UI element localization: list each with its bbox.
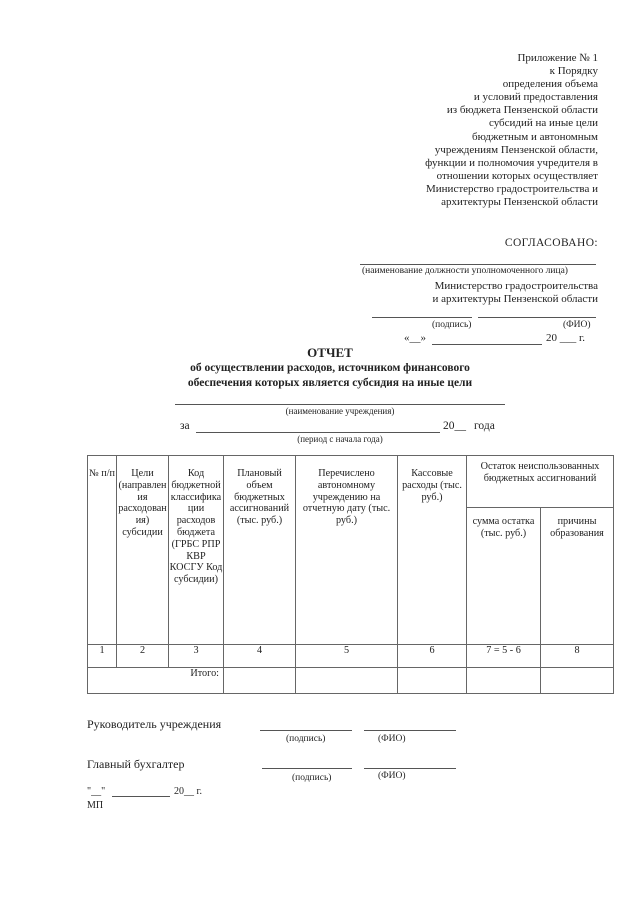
date-quote: "__" xyxy=(87,786,106,797)
approval-fio-caption: (ФИО) xyxy=(563,320,591,330)
period-year: 20__ xyxy=(443,420,466,432)
col-number: 7 = 5 - 6 xyxy=(467,645,541,668)
institution-caption: (наименование учреждения) xyxy=(285,406,395,416)
period-line xyxy=(196,432,440,433)
col-number: 8 xyxy=(541,645,614,668)
total-cell xyxy=(224,668,296,694)
col-number: 4 xyxy=(224,645,296,668)
col-number: 6 xyxy=(398,645,467,668)
appendix-line: Министерство градостроительства и xyxy=(426,182,598,195)
ministry-line: и архитектуры Пензенской области xyxy=(432,293,598,305)
approval-date-year: 20 ___ г. xyxy=(546,332,586,344)
appendix-line: из бюджета Пензенской области xyxy=(446,104,598,117)
header-goals: Цели (направления расходования) субсидии xyxy=(117,456,169,645)
head-label: Руководитель учреждения xyxy=(87,717,222,731)
col-number: 3 xyxy=(169,645,224,668)
institution-line xyxy=(175,404,505,405)
head-fio-line xyxy=(364,730,456,731)
position-caption: (наименование должности уполномоченного лица) xyxy=(362,266,568,276)
table-header-row xyxy=(88,456,614,508)
header-cash: Кассовые расходы (тыс. руб.) xyxy=(398,456,467,645)
approval-signature-caption: (подпись) xyxy=(432,320,472,330)
report-table xyxy=(87,455,614,694)
head-fio-caption: (ФИО) xyxy=(378,734,406,744)
header-code: Код бюджетной классификации расходов бюджета (ГРБС РПР КВР КОСГУ Код субсидии) xyxy=(169,456,224,645)
total-cell xyxy=(398,668,467,694)
approval-signature-line xyxy=(372,317,472,318)
chief-fio-caption: (ФИО) xyxy=(378,771,406,781)
report-subtitle-line: обеспечения которых является субсидия на иные цели xyxy=(187,377,473,389)
date-year: 20__ г. xyxy=(174,786,202,797)
period-prefix: за xyxy=(180,420,190,432)
appendix-line: учреждениям Пензенской области, xyxy=(434,143,598,156)
report-title: ОТЧЕТ xyxy=(307,345,353,360)
ministry-block xyxy=(433,280,599,306)
period-suffix: года xyxy=(474,420,495,432)
appendix-line: отношении которых осуществляет xyxy=(436,169,598,182)
column-number-row xyxy=(88,645,614,668)
header-remainder-sum: сумма остатка (тыс. руб.) xyxy=(467,508,541,645)
position-line xyxy=(360,264,596,265)
total-row xyxy=(88,668,614,694)
date-line xyxy=(112,796,170,797)
chief-signature-line xyxy=(262,768,352,769)
header-planned: Плановый объем бюджетных ассигнований (тыс. руб.) xyxy=(224,456,296,645)
appendix-line: бюджетным и автономным xyxy=(472,130,598,143)
chief-label: Главный бухгалтер xyxy=(87,757,185,771)
approval-heading: СОГЛАСОВАНО: xyxy=(504,237,598,249)
appendix-line: к Порядку xyxy=(549,65,598,78)
approval-fio-line xyxy=(478,317,596,318)
col-number: 1 xyxy=(88,645,117,668)
total-cell xyxy=(541,668,614,694)
appendix-line: субсидий на иные цели xyxy=(488,117,598,130)
approval-date-open: «__» xyxy=(404,332,426,344)
head-signature-line xyxy=(260,730,352,731)
report-subtitle-line: об осуществлении расходов, источником финансового xyxy=(190,362,470,374)
col-number: 5 xyxy=(296,645,398,668)
header-transferred: Перечислено автономному учреждению на отчетную дату (тыс. руб.) xyxy=(296,456,398,645)
appendix-line: определения объема xyxy=(502,78,598,91)
head-signature-caption: (подпись) xyxy=(286,734,326,744)
header-num: № п/п xyxy=(88,456,117,645)
header-remainder-reason: причины образования xyxy=(541,508,614,645)
header-remainder: Остаток неиспользованных бюджетных ассигнований xyxy=(467,456,614,508)
appendix-line: и условий предоставления xyxy=(473,91,598,104)
appendix-line: архитектуры Пензенской области xyxy=(441,196,598,209)
col-number: 2 xyxy=(117,645,169,668)
appendix-line: Приложение № 1 xyxy=(517,52,598,64)
chief-signature-caption: (подпись) xyxy=(292,773,332,783)
total-label: Итого: xyxy=(88,668,224,694)
appendix-line: функции и полномочия учредителя в xyxy=(425,156,598,169)
total-cell xyxy=(296,668,398,694)
period-caption: (период с начала года) xyxy=(297,434,383,444)
appendix-block xyxy=(358,52,598,209)
stamp-label: МП xyxy=(87,800,104,811)
total-cell xyxy=(467,668,541,694)
chief-fio-line xyxy=(364,768,456,769)
ministry-line: Министерство градостроительства xyxy=(434,280,598,292)
